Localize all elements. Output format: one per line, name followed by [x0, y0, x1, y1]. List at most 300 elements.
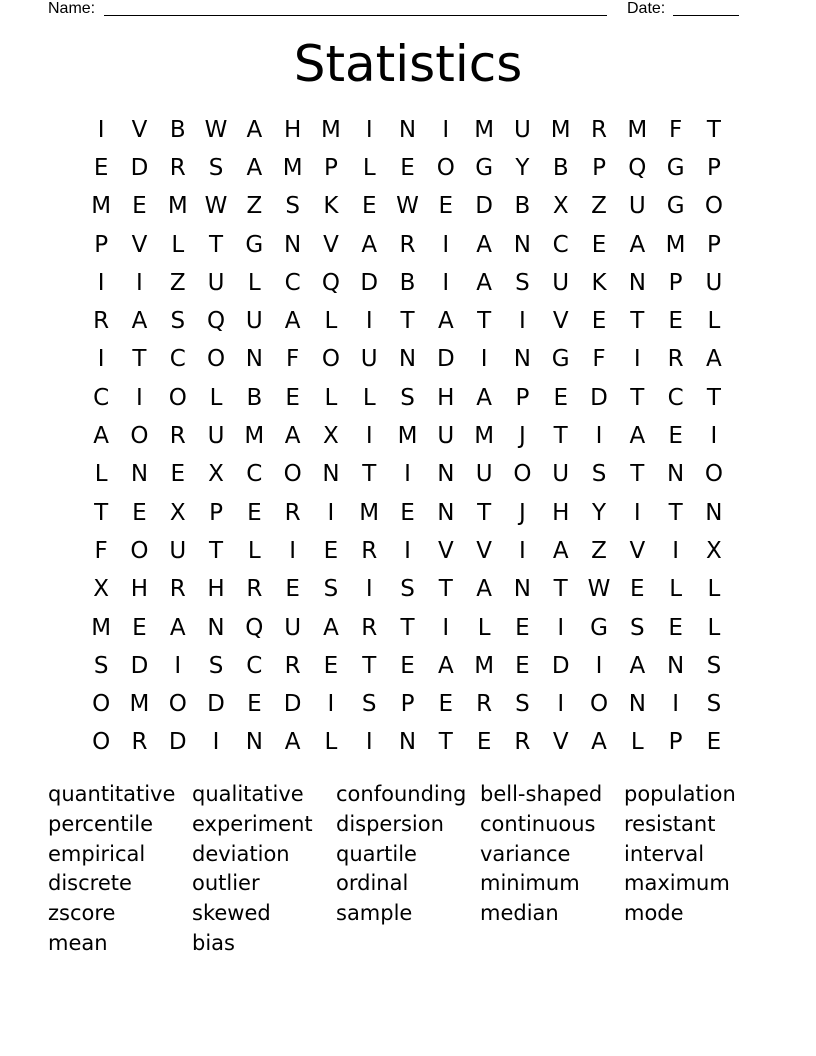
grid-letter: T: [209, 231, 224, 258]
grid-letter: Q: [206, 308, 226, 335]
grid-letter: S: [285, 193, 300, 220]
grid-letter: S: [208, 652, 224, 679]
word-list-item: discrete: [48, 871, 132, 896]
grid-letter: A: [629, 652, 646, 679]
word-list-item: interval: [624, 841, 705, 866]
grid-letter: E: [515, 614, 530, 641]
grid-letter: C: [93, 384, 110, 411]
grid-letter: U: [207, 269, 225, 296]
grid-letter: M: [129, 691, 150, 718]
grid-letter: O: [283, 461, 302, 488]
grid-letter: S: [706, 691, 722, 718]
grid-letter: A: [476, 576, 492, 603]
grid-letter: P: [209, 499, 223, 526]
grid-letter: A: [284, 729, 301, 756]
grid-letter: E: [323, 652, 339, 679]
grid-letter: O: [168, 691, 187, 718]
grid-letter: I: [633, 346, 641, 373]
grid-letter: M: [91, 614, 112, 641]
grid-letter: T: [706, 384, 721, 411]
grid-letter: V: [552, 729, 569, 756]
grid-letter: Q: [321, 269, 340, 296]
grid-letter: I: [442, 116, 450, 143]
grid-letter: E: [668, 308, 683, 335]
grid-letter: I: [365, 116, 373, 143]
grid-letter: O: [513, 461, 532, 488]
grid-letter: I: [97, 346, 105, 373]
date-blank-line: [673, 15, 739, 16]
grid-letter: E: [476, 729, 492, 756]
grid-letter: T: [553, 423, 568, 450]
grid-letter: H: [437, 384, 455, 411]
grid-letter: S: [93, 652, 109, 679]
grid-letter: Y: [515, 154, 530, 181]
grid-letter: O: [130, 537, 149, 564]
grid-letter: N: [207, 614, 225, 641]
grid-letter: G: [475, 154, 494, 181]
grid-letter: I: [442, 614, 450, 641]
grid-letter: N: [322, 461, 340, 488]
grid-letter: T: [209, 537, 224, 564]
grid-letter: I: [595, 423, 603, 450]
grid-letter: P: [400, 691, 415, 718]
grid-letter: W: [396, 193, 419, 220]
grid-letter: C: [246, 652, 263, 679]
grid-letter: E: [132, 499, 147, 526]
grid-letter: A: [131, 308, 148, 335]
grid-letter: D: [168, 729, 187, 756]
grid-letter: I: [557, 614, 565, 641]
word-list-item: experiment: [192, 811, 313, 836]
grid-letter: X: [93, 576, 110, 603]
grid-letter: I: [365, 576, 373, 603]
grid-letter: N: [513, 346, 532, 373]
grid-letter: I: [327, 691, 335, 718]
grid-letter: T: [400, 308, 415, 335]
grid-letter: E: [438, 193, 454, 220]
name-label: Name:: [48, 0, 96, 17]
grid-letter: B: [399, 269, 416, 296]
word-list-item: bell-shaped: [480, 782, 603, 806]
grid-letter: A: [93, 423, 110, 450]
grid-letter: I: [519, 308, 526, 335]
worksheet-header: [0, 0, 816, 22]
grid-letter: W: [204, 116, 228, 143]
grid-letter: A: [323, 614, 339, 641]
grid-letter: L: [324, 308, 338, 335]
grid-letter: X: [323, 423, 339, 450]
grid-letter: U: [628, 193, 646, 220]
grid-letter: R: [131, 729, 148, 756]
word-list-item: continuous: [480, 811, 596, 836]
grid-letter: P: [515, 384, 530, 411]
grid-letter: D: [551, 652, 570, 679]
grid-letter: F: [286, 346, 300, 373]
word-list-item: percentile: [48, 811, 154, 836]
grid-letter: E: [285, 384, 300, 411]
grid-letter: L: [247, 537, 261, 564]
grid-letter: B: [514, 193, 531, 220]
grid-letter: S: [515, 691, 530, 718]
grid-letter: T: [477, 308, 492, 335]
grid-letter: P: [592, 154, 606, 181]
grid-letter: T: [438, 576, 453, 603]
grid-letter: W: [587, 576, 611, 603]
grid-letter: E: [668, 423, 683, 450]
grid-letter: I: [174, 652, 182, 679]
grid-letter: U: [207, 423, 225, 450]
grid-letter: I: [595, 652, 603, 679]
grid-letter: X: [208, 461, 224, 488]
grid-letter: F: [94, 537, 108, 564]
grid-letter: I: [480, 346, 488, 373]
grid-letter: T: [400, 614, 415, 641]
grid-letter: L: [324, 384, 338, 411]
grid-letter: T: [706, 116, 721, 143]
grid-letter: B: [246, 384, 263, 411]
word-list-item: mode: [624, 901, 684, 926]
word-list-item: quantitative: [48, 782, 176, 806]
word-list-item: minimum: [480, 871, 580, 896]
grid-letter: K: [323, 193, 339, 220]
grid-letter: O: [704, 193, 723, 220]
grid-letter: L: [247, 269, 261, 296]
word-list-item: resistant: [624, 811, 716, 836]
word-list-item: median: [480, 901, 559, 926]
word-list-item: sample: [336, 901, 413, 926]
grid-letter: M: [282, 154, 303, 181]
grid-letter: I: [442, 269, 450, 296]
grid-letter: T: [630, 384, 645, 411]
grid-letter: E: [591, 231, 607, 258]
grid-letter: M: [627, 116, 648, 143]
grid-letter: D: [283, 691, 302, 718]
word-list-item: bias: [192, 930, 235, 955]
grid-letter: M: [359, 499, 380, 526]
grid-letter: M: [474, 652, 495, 679]
grid-letter: N: [245, 729, 263, 756]
grid-letter: D: [475, 193, 493, 220]
grid-letter: M: [665, 231, 686, 258]
grid-letter: A: [169, 614, 186, 641]
grid-letter: N: [666, 461, 685, 488]
grid-letter: R: [476, 691, 493, 718]
grid-letter: Q: [245, 614, 264, 641]
grid-letter: L: [94, 461, 108, 488]
grid-letter: I: [97, 116, 105, 143]
grid-letter: T: [362, 461, 377, 488]
grid-letter: M: [474, 423, 495, 450]
grid-letter: I: [365, 729, 373, 756]
grid-letter: T: [630, 308, 645, 335]
date-label: Date:: [627, 0, 666, 17]
grid-letter: M: [550, 116, 571, 143]
grid-letter: A: [437, 652, 454, 679]
grid-letter: M: [244, 423, 265, 450]
grid-letter: M: [321, 116, 341, 143]
grid-letter: L: [630, 729, 644, 756]
grid-letter: S: [170, 308, 186, 335]
grid-letter: N: [513, 231, 532, 258]
grid-letter: F: [592, 346, 606, 373]
grid-letter: H: [552, 499, 570, 526]
grid-letter: I: [672, 691, 679, 718]
word-list-item: quartile: [336, 841, 417, 866]
grid-letter: X: [552, 193, 569, 220]
grid-letter: G: [590, 614, 608, 641]
grid-letter: Z: [591, 193, 607, 220]
grid-letter: D: [207, 691, 225, 718]
grid-letter: P: [668, 729, 683, 756]
grid-letter: S: [630, 614, 645, 641]
grid-letter: L: [477, 614, 491, 641]
grid-letter: N: [437, 461, 455, 488]
grid-letter: Z: [591, 537, 607, 564]
grid-letter: C: [667, 384, 684, 411]
grid-letter: X: [169, 499, 186, 526]
grid-letter: V: [552, 308, 569, 335]
grid-letter: S: [400, 576, 415, 603]
grid-letter: U: [475, 461, 493, 488]
grid-letter: G: [245, 231, 264, 258]
grid-letter: J: [519, 499, 526, 526]
grid-letter: E: [630, 576, 645, 603]
grid-letter: L: [362, 154, 376, 181]
grid-letter: S: [400, 384, 415, 411]
grid-letter: O: [130, 423, 149, 450]
word-list-item: dispersion: [336, 811, 444, 836]
grid-letter: E: [132, 193, 147, 220]
grid-letter: I: [404, 537, 411, 564]
word-list-item: variance: [480, 841, 571, 866]
grid-letter: I: [404, 461, 411, 488]
grid-letter: L: [209, 384, 223, 411]
grid-letter: H: [283, 116, 302, 143]
grid-letter: A: [437, 308, 454, 335]
grid-letter: X: [706, 537, 722, 564]
grid-letter: A: [284, 423, 301, 450]
grid-letter: C: [169, 346, 186, 373]
grid-letter: C: [284, 269, 301, 296]
grid-letter: R: [284, 652, 301, 679]
grid-letter: I: [365, 308, 373, 335]
grid-letter: A: [476, 231, 492, 258]
grid-letter: N: [398, 729, 417, 756]
grid-letter: U: [245, 308, 263, 335]
grid-letter: R: [361, 614, 378, 641]
grid-letter: N: [513, 576, 532, 603]
grid-letter: O: [206, 346, 226, 373]
grid-letter: A: [246, 154, 263, 181]
grid-letter: E: [170, 461, 186, 488]
grid-letter: L: [707, 614, 721, 641]
grid-letter: S: [706, 652, 722, 679]
grid-letter: P: [323, 154, 338, 181]
grid-letter: G: [551, 346, 570, 373]
grid-letter: R: [93, 308, 110, 335]
grid-letter: P: [706, 231, 721, 258]
grid-letter: E: [400, 154, 415, 181]
grid-letter: A: [706, 346, 722, 373]
grid-letter: L: [362, 384, 376, 411]
grid-letter: A: [361, 231, 378, 258]
grid-letter: V: [629, 537, 646, 564]
grid-letter: E: [400, 652, 415, 679]
grid-letter: I: [97, 269, 105, 296]
grid-letter: J: [519, 423, 526, 450]
grid-letter: O: [589, 691, 609, 718]
grid-letter: G: [666, 193, 685, 220]
grid-letter: A: [284, 308, 301, 335]
grid-letter: R: [169, 423, 186, 450]
grid-letter: A: [552, 537, 569, 564]
grid-letter: R: [169, 154, 186, 181]
grid-letter: Q: [628, 154, 647, 181]
grid-letter: E: [553, 384, 568, 411]
grid-letter: P: [706, 154, 721, 181]
grid-letter: N: [666, 652, 685, 679]
grid-letter: A: [476, 384, 492, 411]
grid-letter: I: [710, 423, 718, 450]
word-list-item: zscore: [48, 901, 116, 926]
grid-letter: O: [92, 729, 111, 756]
grid-letter: V: [476, 537, 492, 564]
grid-letter: A: [246, 116, 263, 143]
grid-letter: A: [629, 423, 646, 450]
grid-letter: V: [131, 231, 148, 258]
grid-letter: Z: [246, 193, 263, 220]
grid-letter: M: [91, 193, 112, 220]
word-list-item: empirical: [48, 841, 146, 866]
grid-letter: I: [289, 537, 297, 564]
grid-letter: I: [327, 499, 335, 526]
grid-letter: E: [438, 691, 454, 718]
word-list-item: skewed: [192, 901, 271, 926]
grid-letter: M: [474, 116, 495, 143]
grid-letter: E: [400, 499, 415, 526]
grid-letter: F: [668, 116, 683, 143]
grid-letter: C: [552, 231, 569, 258]
grid-letter: N: [284, 231, 302, 258]
grid-letter: I: [442, 231, 450, 258]
grid-letter: T: [668, 499, 683, 526]
grid-letter: T: [132, 346, 147, 373]
grid-letter: N: [628, 269, 646, 296]
grid-letter: I: [136, 384, 143, 411]
grid-letter: N: [398, 346, 417, 373]
grid-letter: E: [323, 537, 339, 564]
grid-letter: E: [591, 308, 607, 335]
word-list-item: ordinal: [336, 871, 409, 896]
grid-letter: R: [169, 576, 186, 603]
grid-letter: N: [130, 461, 149, 488]
grid-letter: I: [519, 537, 526, 564]
grid-letter: N: [398, 116, 417, 143]
grid-letter: B: [552, 154, 569, 181]
grid-letter: E: [132, 614, 147, 641]
grid-letter: D: [130, 154, 149, 181]
grid-letter: R: [284, 499, 301, 526]
grid-letter: I: [136, 269, 143, 296]
grid-letter: U: [284, 614, 302, 641]
grid-letter: V: [437, 537, 454, 564]
grid-letter: E: [515, 652, 530, 679]
grid-letter: U: [552, 269, 570, 296]
grid-letter: O: [321, 346, 340, 373]
grid-letter: I: [557, 691, 565, 718]
grid-letter: O: [704, 461, 723, 488]
grid-letter: E: [285, 576, 300, 603]
grid-letter: B: [169, 116, 186, 143]
grid-letter: V: [131, 116, 148, 143]
grid-letter: I: [365, 423, 373, 450]
grid-letter: T: [553, 576, 568, 603]
grid-letter: P: [94, 231, 109, 258]
grid-letter: D: [130, 652, 149, 679]
grid-letter: S: [591, 461, 607, 488]
grid-letter: E: [247, 499, 262, 526]
grid-letter: R: [399, 231, 416, 258]
grid-letter: A: [591, 729, 607, 756]
grid-letter: M: [397, 423, 418, 450]
grid-letter: I: [672, 537, 679, 564]
grid-letter: H: [130, 576, 149, 603]
grid-letter: R: [246, 576, 263, 603]
grid-letter: Z: [169, 269, 186, 296]
grid-letter: N: [705, 499, 723, 526]
grid-letter: D: [590, 384, 608, 411]
grid-letter: G: [666, 154, 685, 181]
grid-letter: L: [669, 576, 683, 603]
grid-letter: E: [361, 193, 377, 220]
grid-letter: M: [167, 193, 188, 220]
word-list-item: qualitative: [192, 782, 304, 806]
letter-grid: [82, 111, 733, 762]
word-list-item: mean: [48, 930, 108, 955]
grid-letter: R: [591, 116, 607, 143]
grid-letter: T: [438, 729, 453, 756]
grid-letter: R: [667, 346, 684, 373]
grid-letter: D: [360, 269, 379, 296]
grid-letter: L: [707, 576, 721, 603]
grid-letter: A: [476, 269, 492, 296]
grid-letter: D: [436, 346, 455, 373]
grid-letter: L: [171, 231, 185, 258]
grid-letter: T: [362, 652, 377, 679]
word-list-item: confounding: [336, 782, 467, 806]
grid-letter: S: [361, 691, 377, 718]
grid-letter: O: [92, 691, 111, 718]
grid-letter: R: [514, 729, 531, 756]
grid-letter: U: [360, 346, 378, 373]
grid-letter: E: [93, 154, 109, 181]
grid-letter: S: [515, 269, 530, 296]
grid-letter: T: [94, 499, 109, 526]
grid-letter: U: [513, 116, 531, 143]
grid-letter: N: [628, 691, 646, 718]
word-list-item: deviation: [192, 841, 290, 866]
page-title: Statistics: [293, 35, 523, 93]
grid-letter: C: [246, 461, 263, 488]
grid-letter: H: [207, 576, 225, 603]
grid-letter: T: [630, 461, 645, 488]
grid-letter: P: [668, 269, 683, 296]
word-list-item: maximum: [624, 871, 730, 896]
word-list-item: population: [624, 782, 736, 806]
grid-letter: I: [212, 729, 220, 756]
grid-letter: R: [361, 537, 378, 564]
grid-letter: I: [633, 499, 641, 526]
